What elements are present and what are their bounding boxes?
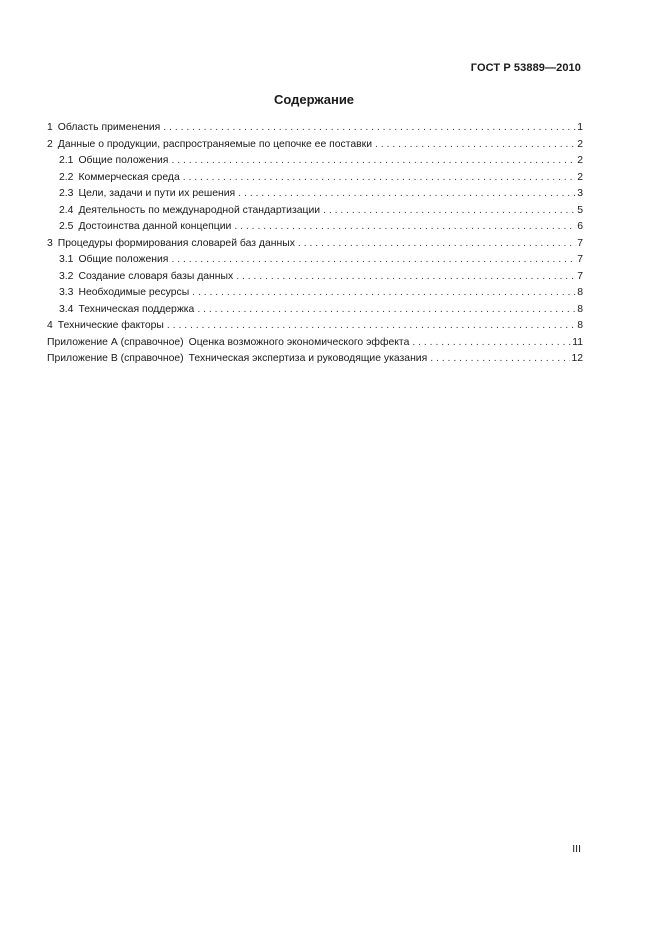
toc-entry-label: Необходимые ресурсы: [78, 287, 190, 298]
toc-entry-page: 2: [577, 171, 583, 183]
toc-dot-leader: [197, 302, 576, 319]
toc-entry[interactable]: [47, 186, 583, 203]
toc-entry-label: Коммерческая среда: [78, 171, 180, 183]
toc-entry-label: Общие положения: [78, 254, 169, 265]
toc-entry-label: Технические факторы: [57, 320, 164, 331]
toc-entry[interactable]: [47, 236, 583, 253]
toc-entry-page: 2: [577, 155, 583, 166]
toc-entry-page: 7: [577, 270, 583, 282]
document-id: ГОСТ Р 53889—2010: [470, 62, 581, 74]
toc-entry-number: 3.1: [59, 254, 74, 265]
toc-dot-leader: [238, 186, 576, 203]
toc-entry-page: 8: [577, 287, 583, 298]
toc-entry[interactable]: [47, 219, 583, 236]
toc-entry-page: 6: [577, 221, 583, 232]
toc-entry-label: Оценка возможного экономического эффекта: [188, 336, 410, 348]
toc-entry-number: 2: [47, 138, 53, 150]
toc-entry-number: Приложение В (справочное): [47, 353, 184, 364]
toc-entry-label: Процедуры формирования словарей баз данных: [57, 237, 295, 249]
toc-entry[interactable]: [47, 170, 583, 187]
toc-entry[interactable]: [47, 203, 583, 220]
toc-entry-page: 2: [577, 138, 583, 150]
toc-entry-label: Область применения: [57, 122, 161, 133]
toc-entry-label: Создание словаря базы данных: [78, 270, 234, 282]
toc-entry-number: Приложение А (справочное): [47, 336, 184, 348]
toc-entry-number: 3.2: [59, 270, 74, 282]
toc-entry-page: 7: [577, 254, 583, 265]
toc-entry-number: 2.5: [59, 221, 74, 232]
table-of-contents: [47, 120, 583, 368]
toc-dot-leader: [430, 351, 570, 368]
toc-dot-leader: [234, 219, 576, 236]
toc-dot-leader: [192, 285, 576, 302]
toc-entry-number: 2.3: [59, 188, 74, 199]
toc-entry-number: 2.1: [59, 155, 74, 166]
toc-entry-page: 1: [577, 122, 583, 133]
toc-dot-leader: [236, 269, 576, 286]
toc-entry-number: 3.3: [59, 287, 74, 298]
toc-entry-page: 11: [572, 336, 583, 348]
toc-dot-leader: [171, 153, 576, 170]
toc-title: Содержание: [273, 92, 355, 107]
toc-entry-number: 2.4: [59, 204, 74, 216]
toc-entry-page: 8: [577, 303, 583, 315]
toc-entry[interactable]: [47, 318, 583, 335]
toc-entry[interactable]: [47, 153, 583, 170]
toc-entry-page: 3: [577, 188, 583, 199]
toc-entry-number: 3: [47, 237, 53, 249]
toc-entry[interactable]: [47, 302, 583, 319]
toc-entry[interactable]: [47, 269, 583, 286]
toc-dot-leader: [163, 120, 576, 137]
toc-entry-label: Общие положения: [78, 155, 169, 166]
page-number: III: [572, 843, 581, 855]
toc-dot-leader: [412, 335, 571, 352]
toc-dot-leader: [183, 170, 576, 187]
toc-dot-leader: [298, 236, 576, 253]
toc-entry-label: Цели, задачи и пути их решения: [78, 188, 236, 199]
toc-entry-label: Техническая экспертиза и руководящие указания: [188, 353, 428, 364]
toc-entry-number: 4: [47, 320, 53, 331]
toc-entry-page: 5: [577, 204, 583, 216]
toc-dot-leader: [171, 252, 576, 269]
toc-dot-leader: [375, 137, 576, 154]
toc-entry-label: Техническая поддержка: [78, 303, 195, 315]
toc-dot-leader: [323, 203, 576, 220]
toc-entry[interactable]: [47, 285, 583, 302]
toc-entry-label: Деятельность по международной стандартизации: [78, 204, 321, 216]
toc-entry-label: Достоинства данной концепции: [78, 221, 232, 232]
toc-entry[interactable]: [47, 120, 583, 137]
toc-entry-number: 1: [47, 122, 53, 133]
toc-entry-number: 3.4: [59, 303, 74, 315]
toc-entry[interactable]: [47, 351, 583, 368]
toc-entry-label: Данные о продукции, распространяемые по цепочке ее поставки: [57, 138, 372, 150]
toc-entry[interactable]: [47, 137, 583, 154]
toc-entry-page: 7: [577, 237, 583, 249]
toc-entry-page: 12: [571, 353, 583, 364]
toc-entry-number: 2.2: [59, 171, 74, 183]
toc-entry-page: 8: [577, 320, 583, 331]
toc-entry[interactable]: [47, 252, 583, 269]
toc-dot-leader: [167, 318, 576, 335]
toc-entry[interactable]: [47, 335, 583, 352]
